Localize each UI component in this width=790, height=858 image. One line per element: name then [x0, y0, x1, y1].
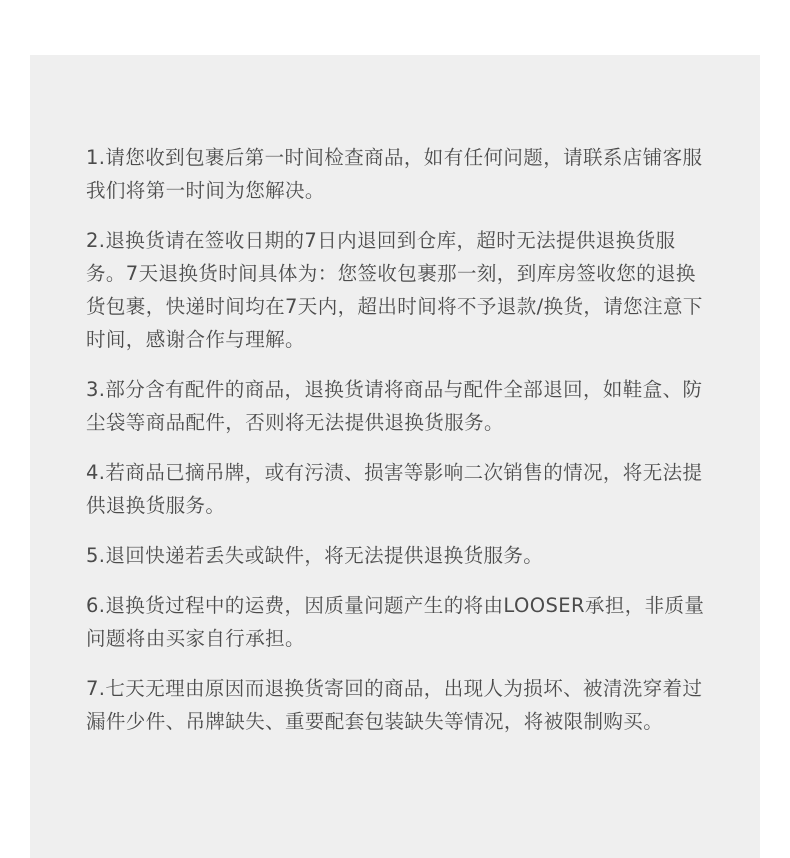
policy-item-4: 4.若商品已摘吊牌，或有污渍、损害等影响二次销售的情况，将无法提供退换货服务。 [86, 461, 703, 517]
policy-item-3: 3.部分含有配件的商品，退换货请将商品与配件全部退回，如鞋盒、防尘袋等商品配件，否则将无法提供退换货服务。 [86, 378, 703, 434]
policy-item-6: 6.退换货过程中的运费，因质量问题产生的将由LOOSER承担，非质量问题将由买家自行承担。 [86, 594, 705, 650]
policy-item-1: 1.请您收到包裹后第一时间检查商品，如有任何问题，请联系店铺客服我们将第一时间为您解决。 [86, 146, 703, 202]
policy-item-5: 5.退回快递若丢失或缺件，将无法提供退换货服务。 [86, 544, 544, 567]
policy-item-2: 2.退换货请在签收日期的7日内退回到仓库，超时无法提供退换货服务。7天退换货时间具体为：您签收包裹那一刻，到库房签收您的退换货包裹，快递时间均在7天内，超出时间将不予退款/换货，请您注意下时间，感谢合作与理解。 [86, 229, 703, 351]
policy-item-7: 7.七天无理由原因而退换货寄回的商品，出现人为损坏、被清洗穿着过漏件少件、吊牌缺失、重要配套包装缺失等情况，将被限制购买。 [86, 677, 703, 733]
return-policy-panel [30, 55, 760, 858]
